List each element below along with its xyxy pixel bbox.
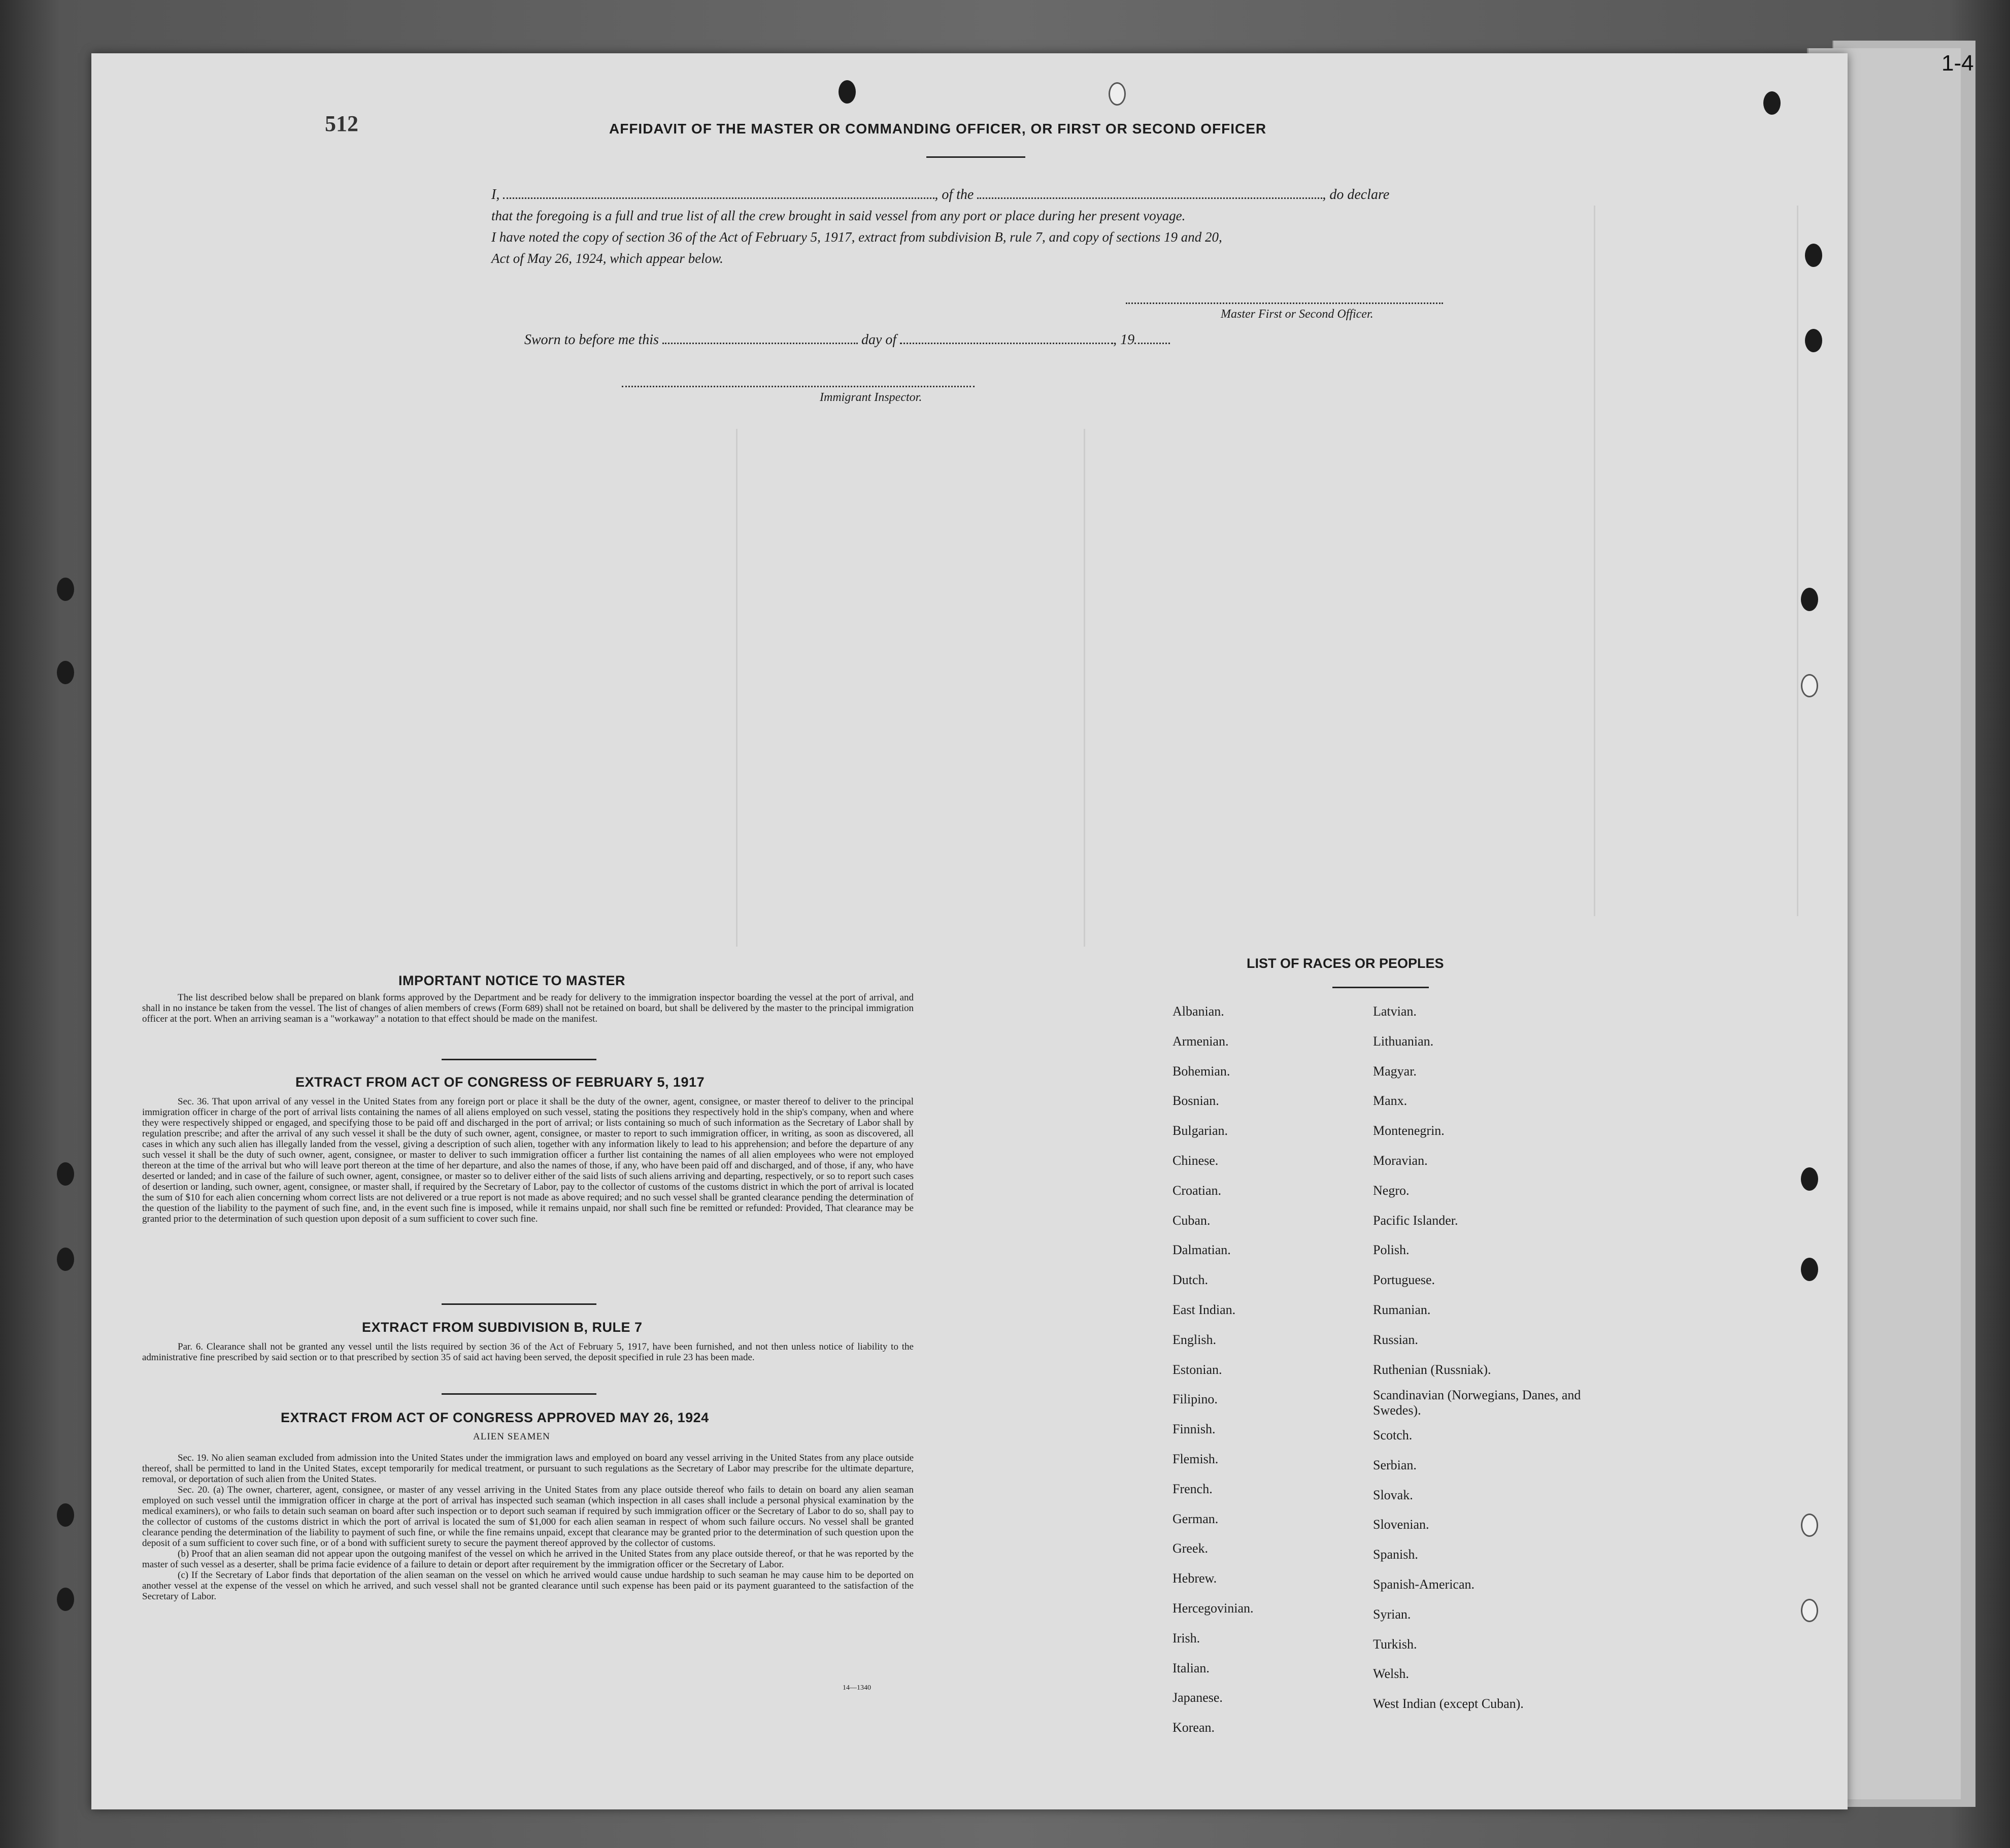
punch-hole (1801, 1514, 1818, 1537)
race-item: Bosnian. (1172, 1093, 1219, 1108)
race-item: Estonian. (1172, 1362, 1222, 1377)
punch-hole (57, 578, 74, 601)
name-blank[interactable] (503, 197, 934, 199)
race-item: Hebrew. (1172, 1571, 1217, 1586)
section-divider (442, 1303, 596, 1305)
inspector-signature-line[interactable] (622, 386, 975, 387)
race-item: Pacific Islander. (1373, 1213, 1458, 1228)
race-item: Ruthenian (Russniak). (1373, 1362, 1491, 1377)
bleed-column-line (1084, 429, 1085, 947)
affidavit-line-2: that the foregoing is a full and true list of all the crew brought in said vessel from any port or place during her present voyage. (491, 208, 1186, 223)
race-item: German. (1172, 1511, 1219, 1526)
punch-hole (839, 80, 856, 104)
extract-rule7-text: Par. 6. Clearance shall not be granted any vessel until the lists required by section 36 of the Act of February 5, 1917, have been furnished, and not then unless notice of liability to the administrative fine prescribed by said section or to that prescribed by section 35 of said act having been served, the deposit specified in rule 23 has been made. (142, 1341, 914, 1363)
master-signature-label: Master First or Second Officer. (1221, 308, 1374, 321)
punch-hole (1801, 1167, 1818, 1191)
race-item: Croatian. (1172, 1183, 1222, 1198)
race-item: Montenegrin. (1373, 1123, 1445, 1138)
race-item: Lithuanian. (1373, 1034, 1434, 1049)
master-signature-line[interactable] (1126, 303, 1443, 304)
vessel-blank[interactable] (977, 197, 1322, 199)
extract-1924-title: EXTRACT FROM ACT OF CONGRESS APPROVED MAY 26, 1924 (281, 1410, 709, 1425)
extract-1917-title: EXTRACT FROM ACT OF CONGRESS OF FEBRUARY 5, 1917 (295, 1074, 705, 1090)
races-title-underline (1332, 987, 1429, 988)
race-item: Welsh. (1373, 1666, 1409, 1681)
race-item: Flemish. (1172, 1452, 1219, 1466)
race-item: Syrian. (1373, 1607, 1411, 1622)
race-item: Latvian. (1373, 1004, 1417, 1019)
affidavit-line-3: I have noted the copy of section 36 of the Act of February 5, 1917, extract from subdivision B, rule 7, and copy of sections 19 and 20, (491, 229, 1222, 245)
race-item: Dalmatian. (1172, 1242, 1231, 1257)
extract-1917-text: Sec. 36. That upon arrival of any vessel in the United States from any foreign port or place it shall be the duty of the owner, agent, consignee, or master thereof to deliver to the principal immigration officer in charge of the port of arrival lists containing the names of all aliens employed on such vessel, stating the positions they respectively hold in the ship's company, when and where they were respectively shipped or engaged, and specifying those to be paid off and discharged in the port of arrival; or lists containing so much of such information as the Secretary of Labor shall by regulation prescribe; and after the arrival of any such vessel it shall be the duty of such owner, agent, consignee, or master to report to such immigration officer, in writing, as soon as discovered, all cases in which any such alien has illegally landed from the vessel, giving a description of such alien, together with any information likely to lead to his apprehension; and before the departure of any such vessel it shall be the duty of such owner, agent, consignee, or master to deliver to such immigration officer a further list containing the names of all alien employees who were not employed thereon at the time of the arrival but who will leave port thereon at the time of her departure, and also the names of those, if any, who have been paid off and discharged, and of those, if any, who have deserted or landed; and in case of the failure of such owner, agent, consignee, or master so to deliver either of the said lists of such aliens arriving and departing, respectively, or so to report such cases of desertion or landing, such owner, agent, consignee, or master shall, if required by the Secretary of Labor, pay to the collector of customs of the customs district in which the port of arrival is located the sum of $10 for each alien concerning whom correct lists are not delivered or a true report is not made as above required; and no such vessel shall be granted clearance pending the determination of the question of the liability to the payment of such fine, and, in the event such fine is imposed, while it remains unpaid, nor shall such fine be remitted or refunded: Provided, That clearance may be granted prior to the determination of such question upon deposit of a sum sufficient to cover such fine. (142, 1096, 914, 1224)
notice-title: IMPORTANT NOTICE TO MASTER (398, 973, 625, 988)
race-item: French. (1172, 1482, 1213, 1496)
race-item: Polish. (1373, 1242, 1410, 1257)
race-item: Slovenian. (1373, 1517, 1429, 1532)
race-item: Magyar. (1373, 1064, 1417, 1079)
affidavit-line-1: I, , of the , do declare (491, 187, 1390, 203)
race-item: Spanish. (1373, 1547, 1418, 1562)
race-item: Korean. (1172, 1720, 1215, 1735)
sworn-date-blank[interactable] (662, 343, 858, 344)
race-item: Rumanian. (1373, 1302, 1431, 1317)
notice-text: The list described below shall be prepared on blank forms approved by the Department and be ready for delivery to the immigration inspector boarding the vessel at the port of arrival, and shall in no instance be taken from the vessel. The list of changes of alien members of crews (Form 689) shall not be retained on board, but shall be delivered by the master to the principal immigration officer at the port. When an arriving seaman is a "workaway" a notation to that effect should be made on the manifest. (142, 992, 914, 1024)
inspector-signature-label: Immigrant Inspector. (820, 391, 922, 404)
extract-1924-subtitle: ALIEN SEAMEN (473, 1431, 550, 1442)
race-item: Cuban. (1172, 1213, 1211, 1228)
affidavit-title: AFFIDAVIT OF THE MASTER OR COMMANDING OFFICER, OR FIRST OR SECOND OFFICER (609, 121, 1267, 137)
races-title: LIST OF RACES OR PEOPLES (1247, 956, 1444, 971)
sworn-month-blank[interactable] (900, 343, 1113, 344)
bleed-column-line (1797, 206, 1798, 916)
punch-hole (1801, 588, 1818, 611)
corner-mark: 1-4 (1941, 51, 1974, 76)
punch-hole (1805, 329, 1822, 352)
race-item: Russian. (1373, 1332, 1418, 1347)
race-item: Turkish. (1373, 1637, 1417, 1652)
race-item: Portuguese. (1373, 1272, 1435, 1287)
punch-hole (57, 661, 74, 684)
section-divider (442, 1393, 596, 1395)
extract-1924-text: Sec. 19. No alien seaman excluded from admission into the United States under the immigration laws and employed on board any vessel arriving in the United States from any place outside thereof, shall be permitted to land in the United States, except temporarily for medical treatment, or pursuant to such regulations as the Secretary of Labor may prescribe for the ultimate departure, removal, or deportation of such alien from the United States. Sec. 20. (a) The owner, charterer, agent, consignee, or master of any vessel arriving in the United States from any place outside thereof who fails to detain on board any alien seaman employed on such vessel until the immigration officer in charge at the port of arrival has inspected such seaman (which inspection in all cases shall include a personal physical examination by the medical examiners), or who fails to detain such seaman on board after such inspection or to deport such seaman if required by such immigration officer or the Secretary of Labor to do so, shall pay to the collector of customs of the customs district in which the port of arrival is located the sum of $1,000 for each alien seaman in respect of whom such failure occurs. No vessel shall be granted clearance pending the determination of the liability to payment of such fine, or while the fine remains unpaid, except that clearance may be granted prior to the determination of such question upon the deposit of a sum sufficient to cover such fine, or of a bond with sufficient surety to secure the payment thereof approved by the collector of customs. (b) Proof that an alien seaman did not appear upon the outgoing manifest of the vessel on which he arrived in the United States from any place outside thereof, or that he was reported by the master of such vessel as a deserter, shall be prima facie evidence of a failure to detain or deport after requirement by the immigration officer or the Secretary of Labor. (c) If the Secretary of Labor finds that deportation of the alien seaman on the vessel on which he arrived would cause undue hardship to such seaman he may cause him to be deported on another vessel at the expense of the vessel on which he arrived, and such vessel shall not be granted clearance until such expense has been paid or its payment guaranteed to the satisfaction of the Secretary of Labor. (142, 1453, 914, 1602)
race-item: Irish. (1172, 1631, 1200, 1645)
race-item: Scandinavian (Norwegians, Danes, and Swedes). (1373, 1388, 1581, 1418)
punch-hole (1805, 244, 1822, 267)
page-number: 512 (325, 111, 358, 136)
punch-hole (1801, 1599, 1818, 1622)
race-item: Armenian. (1172, 1034, 1229, 1049)
extract-rule7-title: EXTRACT FROM SUBDIVISION B, RULE 7 (362, 1320, 643, 1335)
race-item: Italian. (1172, 1661, 1210, 1675)
punch-hole (1801, 1258, 1818, 1281)
punch-hole (57, 1248, 74, 1271)
section-divider (442, 1059, 596, 1060)
race-item: Bulgarian. (1172, 1123, 1228, 1138)
race-item: Slovak. (1373, 1488, 1413, 1502)
race-item: Moravian. (1373, 1153, 1428, 1168)
race-item: Serbian. (1373, 1458, 1417, 1472)
race-item: Chinese. (1172, 1153, 1219, 1168)
race-item: Albanian. (1172, 1004, 1224, 1019)
race-item: Negro. (1373, 1183, 1410, 1198)
punch-hole (57, 1588, 74, 1611)
form-number: 14—1340 (843, 1684, 871, 1692)
affidavit-line-4: Act of May 26, 1924, which appear below. (491, 251, 723, 266)
punch-hole (1109, 82, 1126, 106)
race-item: East Indian. (1172, 1302, 1236, 1317)
sworn-line: Sworn to before me this day of , 19 (524, 332, 1170, 348)
race-item: Manx. (1373, 1093, 1408, 1108)
race-item: West Indian (except Cuban). (1373, 1696, 1524, 1711)
race-item: Hercegovinian. (1172, 1601, 1254, 1616)
punch-hole (1801, 674, 1818, 697)
bleed-column-line (736, 429, 738, 947)
bleed-column-line (1594, 206, 1595, 916)
punch-hole (1763, 91, 1781, 115)
race-item: English. (1172, 1332, 1216, 1347)
punch-hole (57, 1162, 74, 1186)
race-item: Scotch. (1373, 1428, 1413, 1442)
race-item: Dutch. (1172, 1272, 1209, 1287)
punch-hole (57, 1503, 74, 1527)
race-item: Filipino. (1172, 1392, 1218, 1406)
race-item: Finnish. (1172, 1422, 1216, 1436)
race-item: Spanish-American. (1373, 1577, 1475, 1592)
title-underline (926, 156, 1025, 158)
race-item: Japanese. (1172, 1690, 1223, 1705)
race-item: Greek. (1172, 1541, 1209, 1556)
race-item: Bohemian. (1172, 1064, 1230, 1079)
sworn-year-blank[interactable] (1134, 343, 1170, 344)
